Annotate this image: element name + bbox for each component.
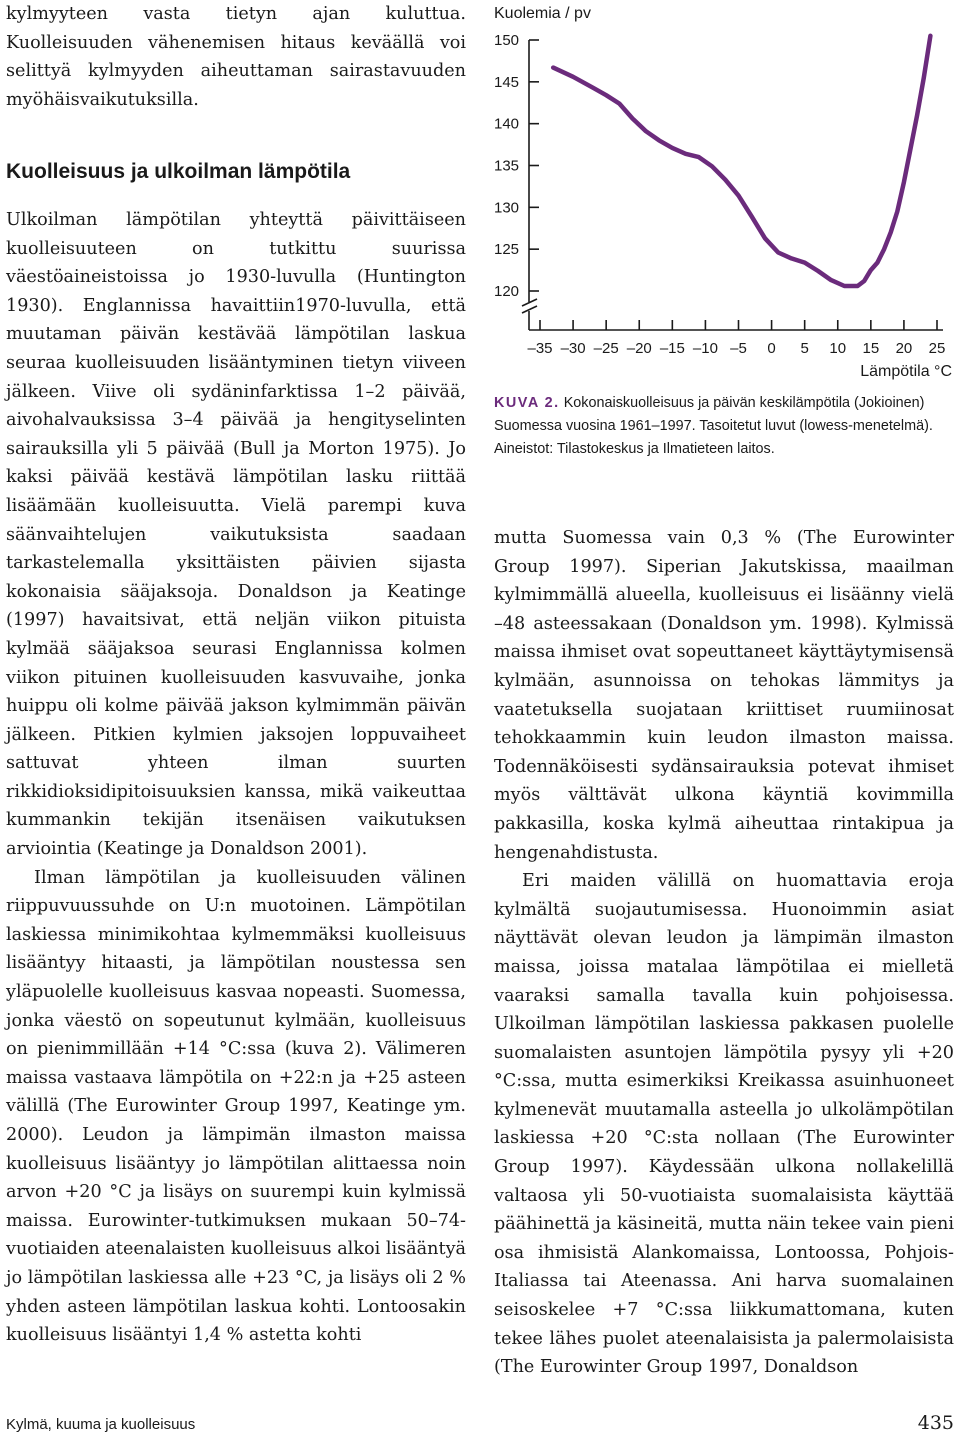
x-tick-label: 20 xyxy=(895,340,913,357)
y-tick-label: 145 xyxy=(494,73,520,91)
right-paragraph-2: Eri maiden välillä on huomattavia eroja kylmältä suojautumisessa. Huonoimmin asiat näyttävät olevan leudon ja lämpimän ilmaston maissa, joissa matalaa lämpötilaa ei mielletä vaaraksi samalla tavalla kuin pohjoisessa. Ulkoilman lämpötilan laskiessa pakkasen puolelle suomalaisten asuntojen lämpötila pysyy yli +20 °C:ssa, mutta esimerkiksi Kreikassa asuinhuoneet kylmenevät muutamalla asteella jo ulkolämpötilan laskiessa +20 °C:sta nollaan (The Eurowinter Group 1997). Käydessään ulkona nollakelillä valtaosa yli 50-vuotiaista suomalaisista käyttää päähinettä ja käsineitä, mutta näin tekee vain pieni osa ihmisistä Alankomaissa, Lontoossa, Pohjois-Italiassa tai Ateenassa. Ani harva suomalainen seisoskelee +7 °C:ssa liikkumattomana, kuten tekee lähes puolet ateenalaisista ja palermolaisista (The Eurowinter Group 1997, Donaldson xyxy=(494,871,954,1378)
right-paragraph-1: mutta Suomessa vain 0,3 % (The Eurowinter Group 1997). Siperian Jakutskissa, maailman kylmimmällä alueella, kuolleisuus ei lisäänny vielä –48 asteessakaan (Donaldson ym. 1998). Kylmissä maissa ihmiset ovat sopeuttaneet käyttäytymisensä kylmään, asunnoissa on tehokas lämmitys ja vaatetuksella suojataan kriittiset ruumiinosat tehokkaammin kuin leudon ilmaston maissa. Todennäköisesti sydänsairauksia potevat ihmiset myös välttävät ulkona käyntiä kovimmilla pakkasilla, koska kylmä aiheuttaa rintakipua ja hengenahdistusta. xyxy=(494,528,954,863)
section-heading: Kuolleisuus ja ulkoilman lämpötila xyxy=(6,160,351,183)
figure-2 xyxy=(494,0,956,470)
page-number: 435 xyxy=(917,1412,954,1434)
x-tick-label: 5 xyxy=(800,340,809,357)
x-tick-label: 0 xyxy=(767,340,776,357)
y-tick-label: 130 xyxy=(494,199,520,217)
y-axis-label: Kuolemia / pv xyxy=(494,5,591,22)
left-paragraph-1: Ulkoilman lämpötilan yhteyttä päivittäiseen kuolleisuuteen on tutkittu suurissa väestöaineistoissa jo 1930-luvulla (Huntington 1930). Englannissa havaittiin1970-luvulla, että muutaman päivän kestävää lämpötilan laskua seuraa kuolleisuuden lisääntyminen tietyn viiveen jälkeen. Viive oli sydäninfarktissa 1–2 päivää, aivohalvauksissa 3–4 päivää ja hengityselinten sairauksilla yli 5 päivää (Bull ja Morton 1975). Jo kaksi päivää kestävä lämpötilan lasku riittää lisäämään kuolleisuutta. Vielä parempi kuva säänvaihtelujen vaikutuksista saadaan tarkastelemalla yksittäisten päivien sijasta kokonaisia sääjaksoja. Donaldson ja Keatinge (1997) havaitsivat, että neljän viikon pituista kylmää sääjaksoa seurasi Englannissa kolmen viikon pituinen kuolleisuuden kasvuvaihe, jonka huippu oli kolme päivää jakson kylmimmän päivän jälkeen. Pitkien kylmien jaksojen loppuvaiheet sattuvat yhteen ilman suurten rikkidioksidipitoisuuksien kanssa, mikä vaikeuttaa kummankin tekijän itsenäisen vaikutuksen arviointia (Keatinge ja Donaldson 2001). xyxy=(6,210,466,860)
intro-paragraph: kylmyyteen vasta tietyn ajan kuluttua. Kuolleisuuden vähenemisen hitaus keväällä voi selittyä kylmyyden aiheuttaman sairastavuuden myöhäisvaikutuksilla. xyxy=(6,4,466,110)
x-tick-label: 15 xyxy=(862,340,880,357)
x-tick-label: 25 xyxy=(928,340,946,357)
right-main-text xyxy=(494,524,954,1382)
x-tick-label: –30 xyxy=(560,340,586,357)
x-tick-label: –35 xyxy=(527,340,553,357)
figure-caption xyxy=(494,392,956,461)
left-main-text xyxy=(6,206,466,1350)
y-axis xyxy=(494,32,539,330)
y-tick-label: 125 xyxy=(494,241,520,259)
caption-label: KUVA 2. xyxy=(494,395,560,411)
x-tick-label: –20 xyxy=(626,340,652,357)
left-paragraph-2: Ilman lämpötilan ja kuolleisuuden välinen riippuvuussuhde on U:n muotoinen. Lämpötilan laskiessa minimikohtaa kylmemmäksi kuolleisuus lisääntyy hitaasti, ja lämpötilan noustessa sen yläpuolelle kuolleisuus kasvaa nopeasti. Suomessa, jonka väestö on sopeutunut kylmään, kuolleisuus on pienimmillään +14 °C:ssa (kuva 2). Välimeren maissa vastaava lämpötila on +22:n ja +25 asteen välillä (The Eurowinter Group 1997, Keatinge ym. 2000). Leudon ja lämpimän ilmaston maissa kuolleisuus lisääntyy jo lämpötilan alittaessa noin arvon +20 °C ja lisäys on suurempi kuin kylmissä maissa. Eurowinter-tutkimuksen mukaan 50–74-vuotiaiden ateenalaisten kuolleisuus alkoi lisääntyä jo lämpötilan laskiessa alle +23 °C, ja lisäys oli 2 % yhden asteen lämpötilan laskua kohti. Lontoosakin kuolleisuus lisääntyi 1,4 % astetta kohti xyxy=(6,867,466,1346)
mortality-curve xyxy=(553,36,930,286)
x-tick-label: 10 xyxy=(829,340,847,357)
x-axis-label: Lämpötila °C xyxy=(860,363,952,380)
x-tick-label: –25 xyxy=(593,340,619,357)
caption-text: Kokonaiskuolleisuus ja päivän keskilämpötila (Jokioinen) Suomessa vuosina 1961–1997. Tasoitetut luvut (lowess-menetelmä). Aineistot: Tilastokeskus ja Ilmatieteen laitos. xyxy=(494,395,933,457)
x-tick-label: –15 xyxy=(659,340,685,357)
y-tick-label: 140 xyxy=(494,115,520,133)
x-tick-label: –5 xyxy=(730,340,747,357)
running-footer-title: Kylmä, kuuma ja kuolleisuus xyxy=(6,1416,196,1433)
y-tick-label: 120 xyxy=(494,283,520,300)
x-tick-label: –10 xyxy=(692,340,718,357)
intro-text xyxy=(6,0,466,114)
mortality-temperature-chart xyxy=(494,0,956,385)
y-tick-label: 150 xyxy=(494,32,520,49)
y-tick-label: 135 xyxy=(494,157,520,175)
x-axis xyxy=(527,320,945,357)
